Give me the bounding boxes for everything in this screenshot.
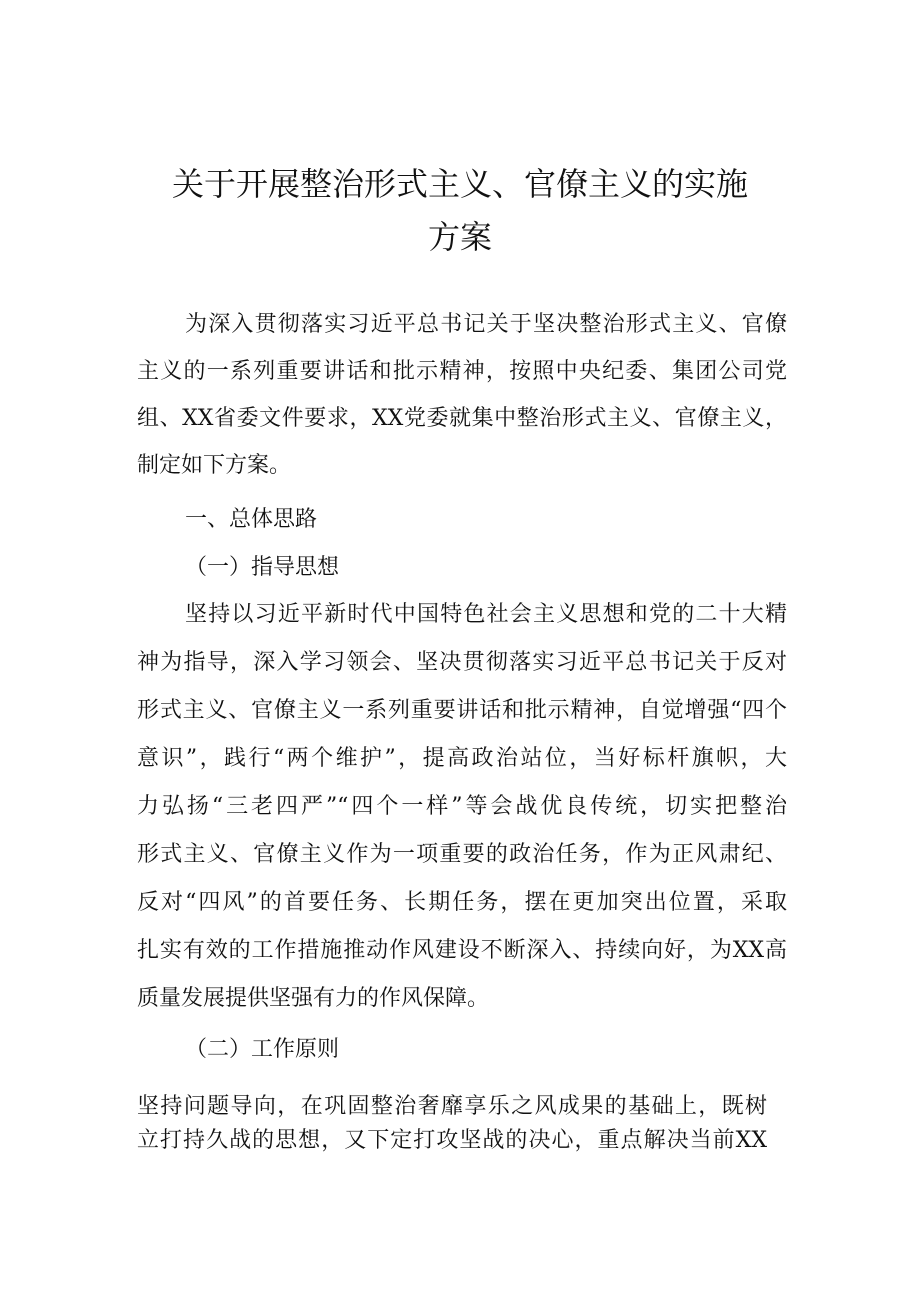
paragraph-line: 组、XX省委文件要求，XX党委就集中整治形式主义、官僚主义， [137,406,787,431]
paragraph-line: 力弘扬“三老四严”“四个一样”等会战优良传统，切实把整治 [137,794,787,819]
paragraph-line: 反对“四风”的首要任务、长期任务，摆在更加突出位置，采取 [137,890,787,915]
paragraph-line: 意识”，践行“两个维护”，提高政治站位，当好标杆旗帜，大 [137,746,787,771]
paragraph-line: 立打持久战的思想，又下定打攻坚战的决心，重点解决当前XX [137,1128,767,1153]
paragraph-line: 形式主义、官僚主义作为一项重要的政治任务，作为正风肃纪、 [137,842,787,867]
paragraph-line: 制定如下方案。 [137,453,292,478]
subsection-heading: （一）指导思想 [185,555,340,580]
paragraph-line: 质量发展提供坚强有力的作风保障。 [137,986,490,1011]
document-title [0,158,920,264]
paragraph-line: 为深入贯彻落实习近平总书记关于坚决整治形式主义、官僚 [185,312,787,337]
paragraph-line: 主义的一系列重要讲话和批示精神，按照中央纪委、集团公司党 [137,359,787,384]
paragraph-line: 神为指导，深入学习领会、坚决贯彻落实习近平总书记关于反对 [137,650,787,675]
paragraph-line: 扎实有效的工作措施推动作风建设不断深入、持续向好，为XX高 [137,938,787,963]
paragraph-line: 形式主义、官僚主义一系列重要讲话和批示精神，自觉增强“四个 [137,698,787,723]
paragraph-line: 坚持问题导向，在巩固整治奢靡享乐之风成果的基础上，既树 [137,1094,767,1119]
paragraph-line: 坚持以习近平新时代中国特色社会主义思想和党的二十大精 [185,602,787,627]
subsection-heading: （二）工作原则 [185,1037,340,1062]
guiding-thought-paragraph [137,591,787,1023]
work-principle-paragraph [137,1090,767,1158]
title-line-2: 方案 [427,218,492,256]
title-line-1: 关于开展整治形式主义、官僚主义的实施 [171,165,748,203]
section-heading: 一、总体思路 [185,507,318,532]
intro-paragraph [137,301,787,489]
